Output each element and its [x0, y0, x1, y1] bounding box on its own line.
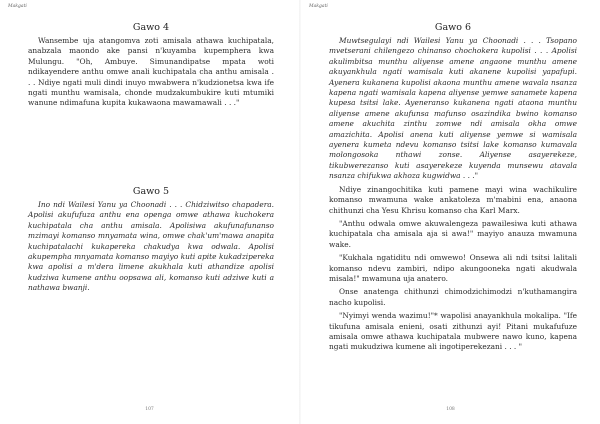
running-head: Makgati	[8, 4, 27, 9]
paragraph: "Nyimyi wenda wazimu!"* wapolisi anayankhula mokalipa. "Ife tikufuna amisala enieni, osati zithunzi ayi! Pitani mukafufuze amisala omwe athawa kuchipatala mubwere nawo kuno, kapena ngati mukudziwa kumene ali ingotiperekezani . . . "	[329, 311, 577, 352]
chapter-gawo-5	[28, 186, 274, 294]
paragraph: Muwtsegulayi ndi Wailesi Yanu ya Choonadi . . . Tsopano mvetserani chilengezo chinanso chochokera kupolisi . . . Apolisi akulimbitsa munthu aliyense amene angaone munthu amene akuyankhula ngati wamisala kuti akanene kupolisi yapafupi. Ayenera kukanena kupolisi akaona munthu amene wavala nsanza kapena ngati wamisala kapena aliyense yemwe sanamete kapena kupesa tsitsi lake. Ayeneranso kukanena ngati ataona munthu aliyense amene akufunsa mafunso osazindika bwino komanso amene akuchita zinthu zomwe ndi amisala okha omwe amazichita. Apolisi anena kuti aliyense yemwe si wamisala ayenera kumeta ndevu komanso tsitsi lake komanso kumavala molongosoka nthawi zonse. Aliyense asayerekeze, tikubwerezanso kuti asayerekeze kuyenda munsewu atavala nsanza chifukwa akhoza kugwidwa . . ."	[329, 36, 577, 181]
chapter-heading: Gawo 4	[132, 22, 170, 33]
chapter-heading: Gawo 5	[132, 186, 170, 197]
chapter-text: Ino ndi Wailesi Yanu ya Choonadi . . . Chidziwitso chapadera. Apolisi akufufuza anthu ena openga omwe athawa kuchokera kuchipatala cha anthu amisala. Apolisiwa akufunafunanso mzimayi komanso mnyamata wina, omwe chak'um'mawa anapita kuchipatalachi kukapereka chakudya kwa odwala. Apolisi akupempha mnyamata komanso mayiyo kuti apite kukadzipereka kwa apolisi a m'dera limene akukhala kuti athandize apolisi kudziwa kumene anthu oopsawa ali, komanso kuti adziwe kuti a nathawa bwanji.	[28, 200, 274, 293]
chapter-text: Wansembe uja atangomva zoti amisala athawa kuchipatala, anabzala maondo ake pansi n'kuyamba kupemphera kwa Mulungu. "Oh, Ambuye. Simunandipatse mpata woti ndikayendere anthu omwe anali kuchipatala cha anthu amisala . . . Ndiye ngati muli dindi inuyo mwabwera n'kudzionetsa kwa ife ngati munthu wamisala, chonde mudzakumbukire kuti mtumiki wanune ndimafuna kupita kukawaona mawamawali . . ."	[28, 36, 274, 108]
paragraph: "Anthu odwala omwe akuwalengeza pawailesiwa kuti athawa kuchipatala cha amisala aja si awa!" mayiyo anauza mwamuna wake.	[329, 218, 577, 249]
paragraph: "Kukhala ngatiditu ndi omwewo! Onsewa ali ndi tsitsi lalitali komanso ndevu zambiri, ndipo akungooneka ngati akudwala misala!" mwamuna uja anatero.	[329, 253, 577, 283]
left-page	[0, 0, 299, 424]
running-head: Makgati	[309, 4, 328, 9]
chapter-gawo-6	[329, 22, 577, 353]
paragraph: Onse anatenga chithunzi chimodzichimodzi n'kuthamangira nacho kupolisi.	[329, 287, 577, 307]
paragraph: Ndiye zinangochitika kuti pamene mayi wina wachikulire komanso mwamuna wake ankatoleza m'mabini ena, anaona chithunzi cha Yesu Khrisu komanso cha Karl Marx.	[329, 184, 577, 215]
right-page	[301, 0, 600, 424]
page-number: 107	[145, 407, 154, 412]
chapter-gawo-4	[28, 22, 274, 109]
page-number: 108	[446, 407, 455, 412]
chapter-heading: Gawo 6	[434, 22, 472, 33]
